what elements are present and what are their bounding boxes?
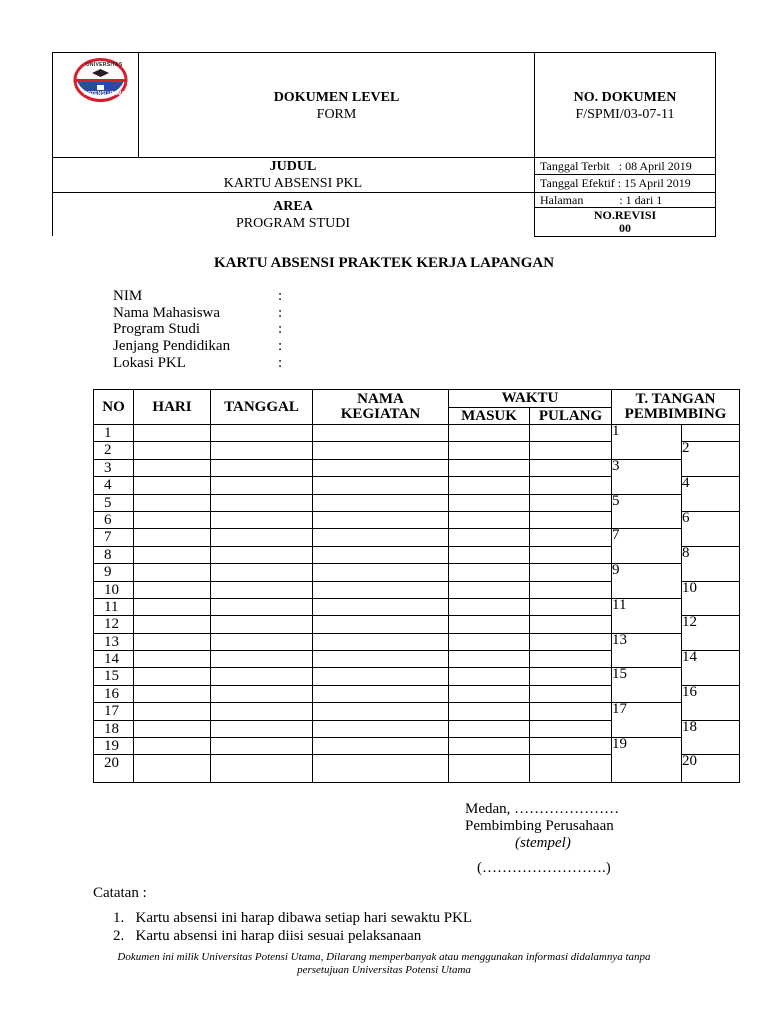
cell-kegiatan[interactable] xyxy=(313,616,449,633)
cell-pulang[interactable] xyxy=(530,668,612,685)
table-row xyxy=(94,598,740,615)
signature-cell-left[interactable]: 3 xyxy=(612,459,682,494)
info-label-jenjang: Jenjang Pendidikan xyxy=(113,338,231,354)
signature-cell-right[interactable]: 20 xyxy=(682,755,740,783)
cell-kegiatan[interactable] xyxy=(313,511,449,528)
row-number: 14 xyxy=(94,651,134,668)
cell-kegiatan[interactable] xyxy=(313,564,449,581)
halaman: Halaman : 1 dari 1 xyxy=(540,193,663,207)
col-header-pulang: PULANG xyxy=(530,408,612,425)
cell-tanggal[interactable] xyxy=(211,633,313,650)
signature-cell-left[interactable]: 7 xyxy=(612,529,682,564)
cell-tanggal[interactable] xyxy=(211,616,313,633)
cell-masuk[interactable] xyxy=(449,633,530,650)
cell-tanggal[interactable] xyxy=(211,546,313,563)
cell-masuk[interactable] xyxy=(449,564,530,581)
row-number: 2 xyxy=(94,442,134,459)
info-colon: : xyxy=(278,338,283,354)
row-number: 12 xyxy=(94,616,134,633)
cell-kegiatan[interactable] xyxy=(313,425,449,442)
row-number: 11 xyxy=(94,598,134,615)
signature-cell-left[interactable]: 9 xyxy=(612,564,682,599)
col-header-ttd xyxy=(612,390,740,425)
cell-masuk[interactable] xyxy=(449,459,530,476)
info-label-nama: Nama Mahasiswa xyxy=(113,305,221,321)
cell-tanggal[interactable] xyxy=(211,494,313,511)
university-logo xyxy=(72,57,129,103)
revisi-label: NO.REVISI xyxy=(593,208,657,222)
cell-kegiatan[interactable] xyxy=(313,598,449,615)
area-label: AREA xyxy=(273,199,313,214)
row-number: 4 xyxy=(94,477,134,494)
cell-masuk[interactable] xyxy=(449,598,530,615)
info-label-nim: NIM xyxy=(113,288,143,304)
cell-tanggal[interactable] xyxy=(211,529,313,546)
table-row xyxy=(94,738,740,755)
col-header-ttd-line2: PEMBIMBING xyxy=(624,406,727,422)
cell-tanggal[interactable] xyxy=(211,651,313,668)
info-colon: : xyxy=(278,355,283,371)
cell-masuk[interactable] xyxy=(449,651,530,668)
row-number: 19 xyxy=(94,738,134,755)
cell-kegiatan[interactable] xyxy=(313,633,449,650)
signature-cell-right-blank[interactable] xyxy=(682,425,740,442)
col-header-ttd-line1: T. TANGAN xyxy=(635,391,716,407)
cell-tanggal[interactable] xyxy=(211,738,313,755)
cell-masuk[interactable] xyxy=(449,668,530,685)
cell-masuk[interactable] xyxy=(449,477,530,494)
cell-pulang[interactable] xyxy=(530,511,612,528)
row-number: 13 xyxy=(94,633,134,650)
cell-masuk[interactable] xyxy=(449,546,530,563)
cell-kegiatan[interactable] xyxy=(313,581,449,598)
signature-cell-right[interactable]: 18 xyxy=(682,720,740,755)
col-header-hari: HARI xyxy=(134,390,211,425)
row-number: 3 xyxy=(94,459,134,476)
signature-cell-right[interactable]: 10 xyxy=(682,581,740,616)
cell-pulang[interactable] xyxy=(530,477,612,494)
logo-text-bottom: POTENSI UTAMA xyxy=(84,91,126,97)
note-item-1: 1. Kartu absensi ini harap dibawa setiap hari sewaktu PKL xyxy=(113,910,473,926)
signature-cell-right[interactable]: 14 xyxy=(682,651,740,686)
tanggal-terbit: Tanggal Terbit : 08 April 2019 xyxy=(540,159,692,173)
cell-hari[interactable] xyxy=(134,459,211,476)
cell-kegiatan[interactable] xyxy=(313,442,449,459)
table-row xyxy=(94,425,740,442)
cell-pulang[interactable] xyxy=(530,685,612,702)
cell-hari[interactable] xyxy=(134,685,211,702)
row-number: 6 xyxy=(94,511,134,528)
cell-pulang[interactable] xyxy=(530,720,612,737)
disclaimer xyxy=(60,951,708,977)
cell-pulang[interactable] xyxy=(530,755,612,783)
cell-masuk[interactable] xyxy=(449,529,530,546)
cell-hari[interactable] xyxy=(134,442,211,459)
signature-cell-left[interactable]: 13 xyxy=(612,633,682,668)
cell-kegiatan[interactable] xyxy=(313,494,449,511)
row-number: 8 xyxy=(94,546,134,563)
revisi-value: 00 xyxy=(619,221,631,235)
cell-pulang[interactable] xyxy=(530,425,612,442)
cell-hari[interactable] xyxy=(134,598,211,615)
cell-hari[interactable] xyxy=(134,425,211,442)
col-header-tanggal: TANGGAL xyxy=(211,390,313,425)
col-header-nama-line2: KEGIATAN xyxy=(340,406,421,422)
row-number: 15 xyxy=(94,668,134,685)
signature-cell-right[interactable]: 16 xyxy=(682,685,740,720)
cell-hari[interactable] xyxy=(134,720,211,737)
row-number: 7 xyxy=(94,529,134,546)
table-row xyxy=(94,529,740,546)
info-colon: : xyxy=(278,305,283,321)
cell-hari[interactable] xyxy=(134,668,211,685)
cell-hari[interactable] xyxy=(134,529,211,546)
cell-kegiatan[interactable] xyxy=(313,477,449,494)
attendance-table xyxy=(93,389,740,783)
cell-pulang[interactable] xyxy=(530,633,612,650)
cell-kegiatan[interactable] xyxy=(313,651,449,668)
tanggal-efektif: Tanggal Efektif : 15 April 2019 xyxy=(540,176,691,190)
signature-place: Medan, ………………… xyxy=(465,801,620,817)
cell-masuk[interactable] xyxy=(449,755,530,783)
cell-tanggal[interactable] xyxy=(211,703,313,720)
cell-hari[interactable] xyxy=(134,477,211,494)
cell-hari[interactable] xyxy=(134,564,211,581)
row-number: 1 xyxy=(94,425,134,442)
cell-tanggal[interactable] xyxy=(211,459,313,476)
cell-masuk[interactable] xyxy=(449,581,530,598)
cell-tanggal[interactable] xyxy=(211,511,313,528)
row-number: 5 xyxy=(94,494,134,511)
row-number: 17 xyxy=(94,703,134,720)
judul-label: JUDUL xyxy=(269,159,317,174)
cell-kegiatan[interactable] xyxy=(313,755,449,783)
cell-pulang[interactable] xyxy=(530,703,612,720)
cell-masuk[interactable] xyxy=(449,494,530,511)
signature-cell-left[interactable]: 11 xyxy=(612,598,682,633)
cell-pulang[interactable] xyxy=(530,581,612,598)
signature-cell-right[interactable]: 2 xyxy=(682,442,740,477)
cell-pulang[interactable] xyxy=(530,494,612,511)
signature-cell-left[interactable]: 1 xyxy=(612,425,682,460)
cell-pulang[interactable] xyxy=(530,598,612,615)
signature-cell-right[interactable]: 12 xyxy=(682,616,740,651)
cell-masuk[interactable] xyxy=(449,738,530,755)
cell-hari[interactable] xyxy=(134,703,211,720)
cell-tanggal[interactable] xyxy=(211,720,313,737)
cell-masuk[interactable] xyxy=(449,685,530,702)
cell-tanggal[interactable] xyxy=(211,564,313,581)
signature-cell-left[interactable]: 17 xyxy=(612,703,682,738)
row-number: 18 xyxy=(94,720,134,737)
cell-tanggal[interactable] xyxy=(211,668,313,685)
cell-masuk[interactable] xyxy=(449,703,530,720)
table-row xyxy=(94,494,740,511)
cell-masuk[interactable] xyxy=(449,720,530,737)
cell-kegiatan[interactable] xyxy=(313,529,449,546)
judul-value: KARTU ABSENSI PKL xyxy=(223,176,363,191)
signature-name-line: (…………………….) xyxy=(477,860,611,876)
info-label-prodi: Program Studi xyxy=(113,321,201,337)
cell-masuk[interactable] xyxy=(449,442,530,459)
signature-role: Pembimbing Perusahaan xyxy=(465,818,614,834)
cell-tanggal[interactable] xyxy=(211,598,313,615)
note-item-2: 2. Kartu absensi ini harap diisi sesuai pelaksanaan xyxy=(113,928,422,944)
disclaimer-line-1: Dokumen ini milik Universitas Potensi Utama, Dilarang memperbanyak atau menggunakan informasi didalamnya tanpa xyxy=(117,951,651,963)
logo-text-top: UNIVERSITAS xyxy=(86,62,123,68)
info-label-lokasi: Lokasi PKL xyxy=(113,355,186,371)
signature-cell-right[interactable]: 6 xyxy=(682,511,740,546)
cell-kegiatan[interactable] xyxy=(313,459,449,476)
cell-kegiatan[interactable] xyxy=(313,685,449,702)
cell-pulang[interactable] xyxy=(530,651,612,668)
cell-tanggal[interactable] xyxy=(211,442,313,459)
cell-kegiatan[interactable] xyxy=(313,546,449,563)
signature-cell-right[interactable]: 4 xyxy=(682,477,740,512)
cell-kegiatan[interactable] xyxy=(313,720,449,737)
doc-level-value: FORM xyxy=(316,107,357,122)
cell-tanggal[interactable] xyxy=(211,477,313,494)
cell-pulang[interactable] xyxy=(530,459,612,476)
cell-masuk[interactable] xyxy=(449,425,530,442)
cell-hari[interactable] xyxy=(134,546,211,563)
cell-pulang[interactable] xyxy=(530,529,612,546)
signature-cell-left[interactable]: 15 xyxy=(612,668,682,703)
row-number: 16 xyxy=(94,685,134,702)
info-colon: : xyxy=(278,321,283,337)
cell-tanggal[interactable] xyxy=(211,685,313,702)
cell-hari[interactable] xyxy=(134,755,211,783)
page-title: KARTU ABSENSI PRAKTEK KERJA LAPANGAN xyxy=(213,255,555,271)
cell-hari[interactable] xyxy=(134,581,211,598)
row-number: 20 xyxy=(94,755,134,783)
cell-hari[interactable] xyxy=(134,494,211,511)
disclaimer-line-2: persetujuan Universitas Potensi Utama xyxy=(297,964,471,976)
cell-pulang[interactable] xyxy=(530,442,612,459)
cell-hari[interactable] xyxy=(134,511,211,528)
cell-tanggal[interactable] xyxy=(211,425,313,442)
col-header-nama-kegiatan xyxy=(313,390,449,425)
cell-tanggal[interactable] xyxy=(211,755,313,783)
area-value: PROGRAM STUDI xyxy=(236,216,350,231)
signature-cell-left[interactable]: 19 xyxy=(612,738,682,783)
cell-pulang[interactable] xyxy=(530,564,612,581)
signature-cell-right[interactable]: 8 xyxy=(682,546,740,581)
cell-kegiatan[interactable] xyxy=(313,738,449,755)
cell-pulang[interactable] xyxy=(530,546,612,563)
doc-no-label: NO. DOKUMEN xyxy=(573,90,677,105)
notes-label: Catatan : xyxy=(93,885,147,901)
signature-cell-left[interactable]: 5 xyxy=(612,494,682,529)
attendance-body xyxy=(94,425,740,783)
table-row xyxy=(94,668,740,685)
info-colon: : xyxy=(278,288,283,304)
table-row xyxy=(94,703,740,720)
table-row xyxy=(94,564,740,581)
cell-hari[interactable] xyxy=(134,651,211,668)
row-number: 10 xyxy=(94,581,134,598)
col-header-masuk: MASUK xyxy=(449,408,530,425)
doc-level-label: DOKUMEN LEVEL xyxy=(273,90,400,105)
cell-pulang[interactable] xyxy=(530,738,612,755)
col-header-no: NO xyxy=(94,390,134,425)
cell-tanggal[interactable] xyxy=(211,581,313,598)
cell-kegiatan[interactable] xyxy=(313,703,449,720)
signature-stamp: (stempel) xyxy=(515,835,571,851)
table-row xyxy=(94,633,740,650)
cell-hari[interactable] xyxy=(134,616,211,633)
cell-pulang[interactable] xyxy=(530,616,612,633)
cell-masuk[interactable] xyxy=(449,511,530,528)
doc-no-value: F/SPMI/03-07-11 xyxy=(575,107,675,122)
col-header-waktu: WAKTU xyxy=(449,390,612,408)
table-row xyxy=(94,459,740,476)
cell-masuk[interactable] xyxy=(449,616,530,633)
cell-hari[interactable] xyxy=(134,633,211,650)
col-header-nama-line1: NAMA xyxy=(357,391,404,407)
cell-kegiatan[interactable] xyxy=(313,668,449,685)
row-number: 9 xyxy=(94,564,134,581)
cell-hari[interactable] xyxy=(134,738,211,755)
